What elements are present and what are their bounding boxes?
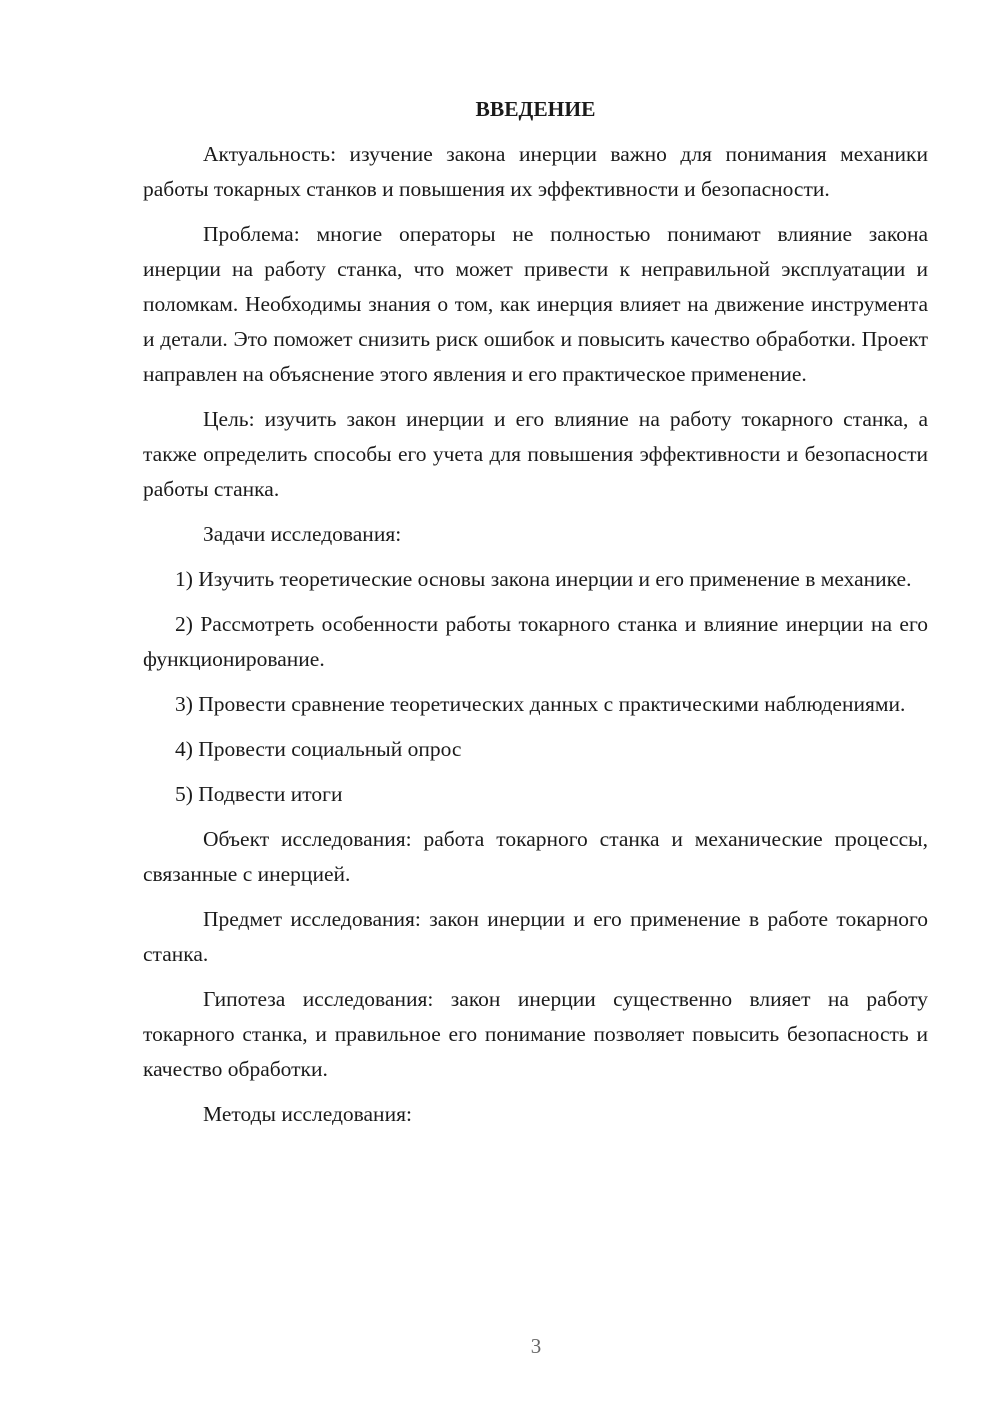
paragraph-tasks-heading: Задачи исследования: (203, 522, 402, 546)
paragraph-hypothesis: Гипотеза исследования: закон инерции существенно влияет на работу токарного станка, и правильное его понимание позволяет повысить безопасность и качество обработки. (143, 987, 928, 1081)
paragraph-goal: Цель: изучить закон инерции и его влияние на работу токарного станка, а также определить способы его учета для повышения эффективности и безопасности работы станка. (143, 407, 928, 501)
page-title: ВВЕДЕНИЕ (475, 97, 596, 121)
paragraph-relevance: Актуальность: изучение закона инерции важно для понимания механики работы токарных станков и повышения их эффективности и безопасности. (143, 142, 928, 201)
task-item-5: 5) Подвести итоги (175, 782, 343, 806)
task-item-1: 1) Изучить теоретические основы закона инерции и его применение в механике. (175, 567, 912, 591)
task-item-2: 2) Рассмотреть особенности работы токарного станка и влияние инерции на его функционирование. (143, 612, 928, 671)
paragraph-problem: Проблема: многие операторы не полностью понимают влияние закона инерции на работу станка, что может привести к неправильной эксплуатации и поломкам. Необходимы знания о том, как инерция влияет на движение инструмента и детали. Это поможет снизить риск ошибок и повысить качество обработки. Проект направлен на объяснение этого явления и его практическое применение. (143, 222, 928, 386)
paragraph-object: Объект исследования: работа токарного станка и механические процессы, связанные с инерцией. (143, 827, 928, 886)
paragraph-subject: Предмет исследования: закон инерции и его применение в работе токарного станка. (143, 907, 928, 966)
page-number: 3 (530, 1334, 542, 1358)
document-page (143, 92, 928, 1142)
task-item-3: 3) Провести сравнение теоретических данных с практическими наблюдениями. (175, 692, 906, 716)
paragraph-methods: Методы исследования: (203, 1102, 412, 1126)
task-item-4: 4) Провести социальный опрос (175, 737, 462, 761)
